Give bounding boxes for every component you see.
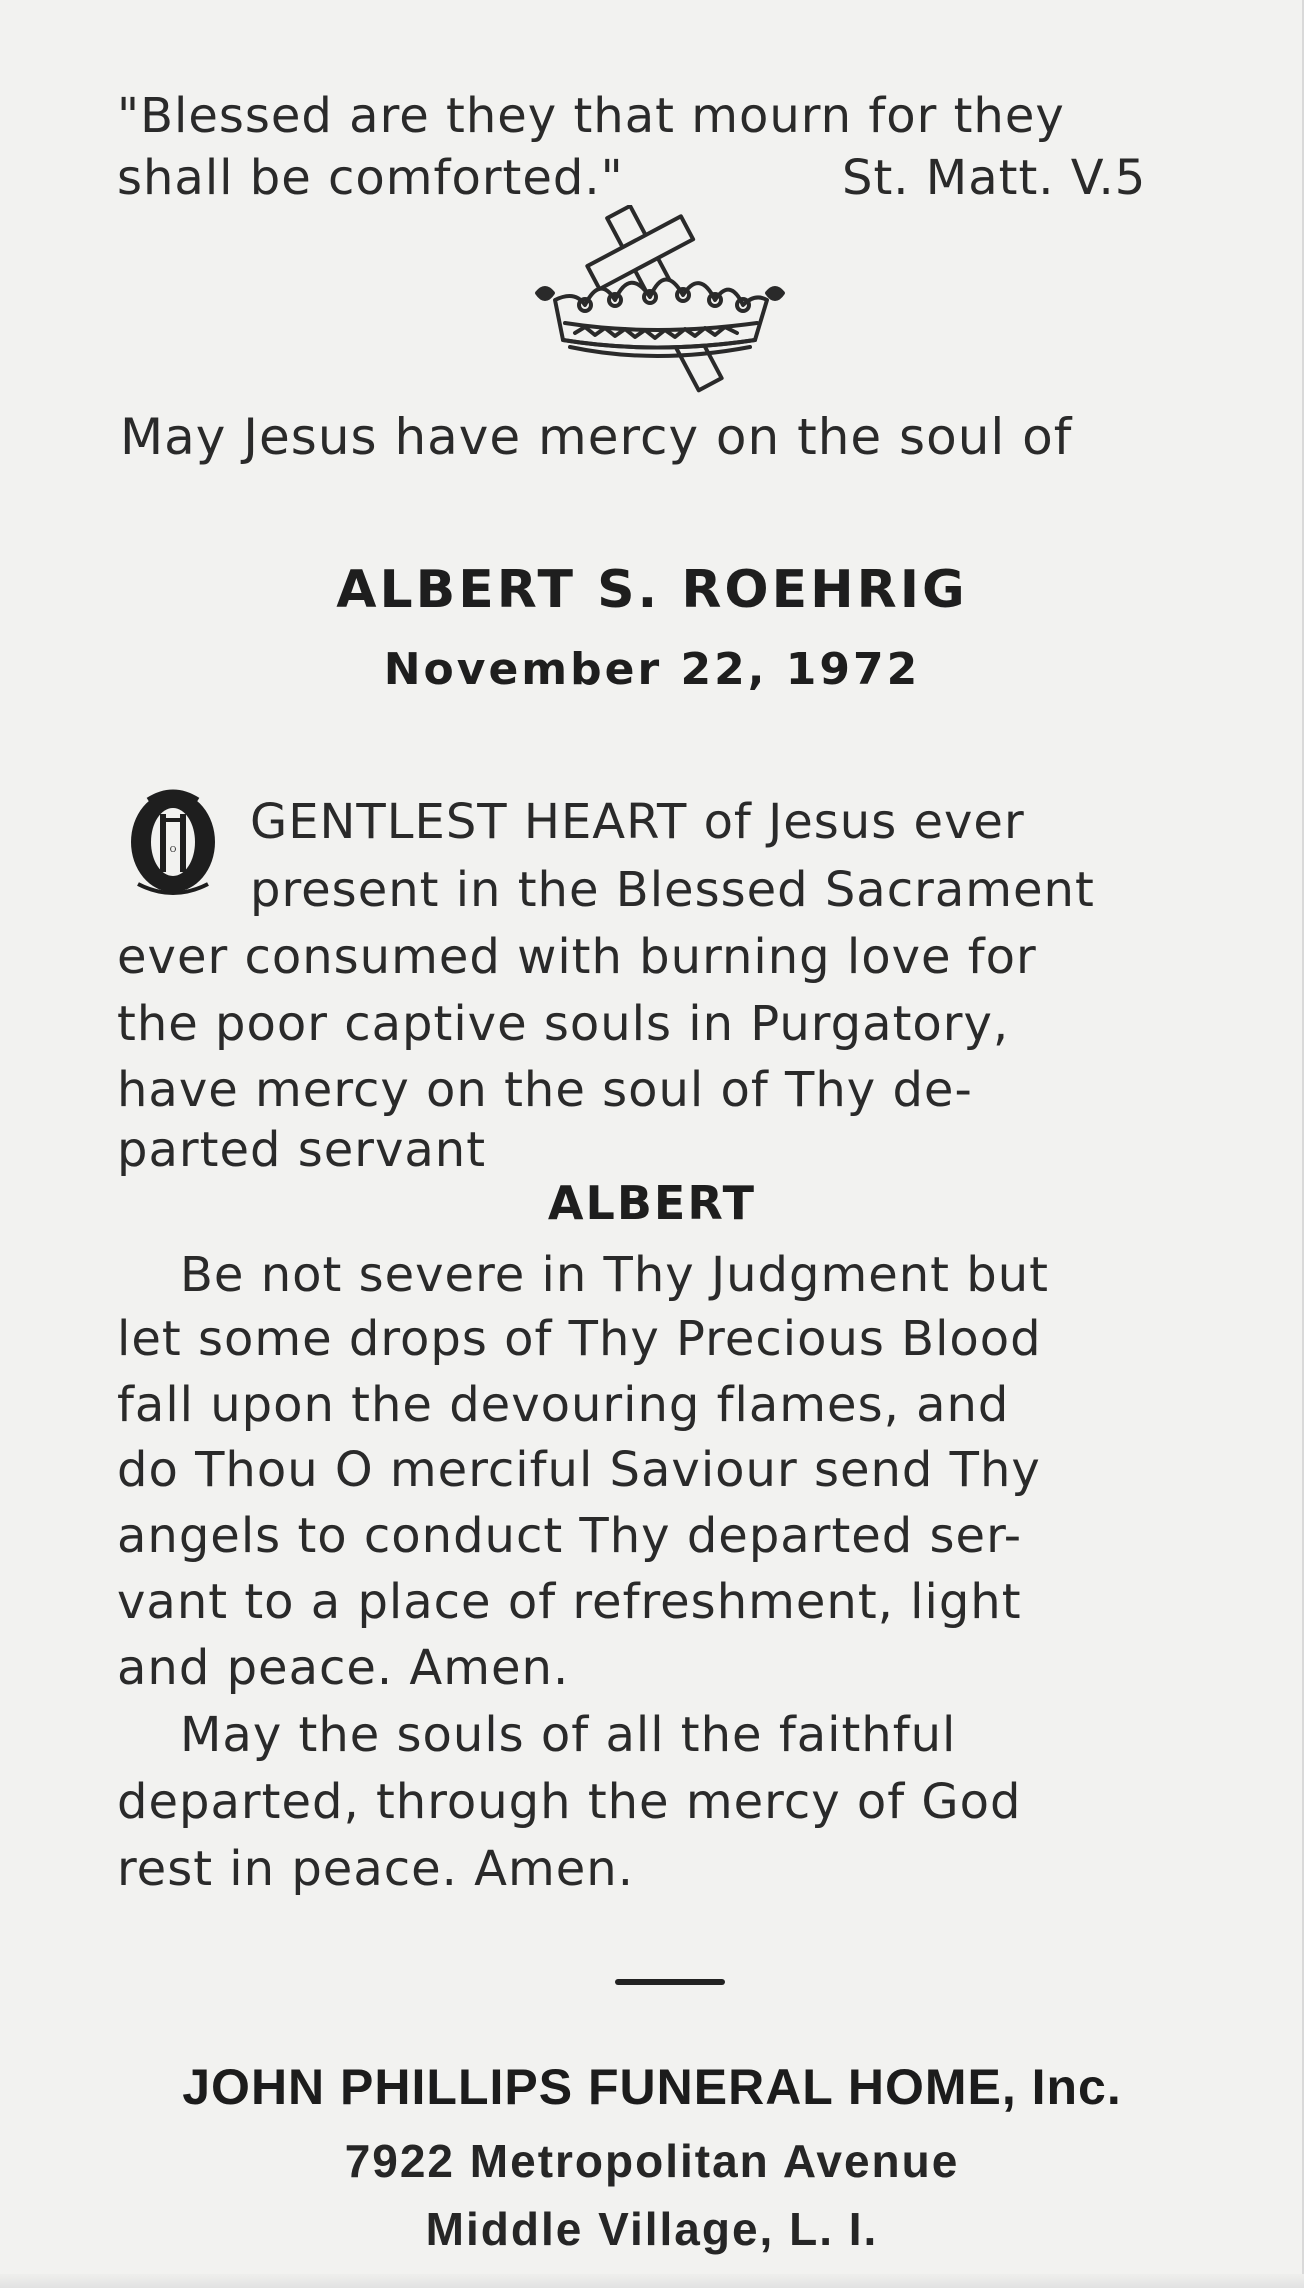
quote-line-1: "Blessed are they that mourn for they: [117, 88, 1065, 144]
prayer-line-4: the poor captive souls in Purgatory,: [117, 996, 1010, 1052]
quote-line-2: shall be comforted.": [117, 150, 624, 206]
death-date: November 22, 1972: [383, 644, 921, 695]
prayer-line-16: rest in peace. Amen.: [117, 1841, 634, 1897]
prayer-line-9: fall upon the devouring flames, and: [117, 1377, 1010, 1433]
dropcap-o: [118, 780, 228, 900]
prayer-line-11: angels to conduct Thy departed ser-: [117, 1508, 1023, 1564]
deceased-name: ALBERT S. ROEHRIG: [336, 560, 968, 620]
prayer-line-3: ever consumed with burning love for: [117, 929, 1037, 985]
deceased-block: [0, 550, 1304, 710]
prayer-line-15: departed, through the mercy of God: [117, 1774, 1022, 1830]
prayer-line-10: do Thou O merciful Saviour send Thy: [117, 1442, 1041, 1498]
prayer-line-14: May the souls of all the faithful: [180, 1707, 957, 1763]
funeral-home-name: JOHN PHILLIPS FUNERAL HOME, Inc.: [182, 2059, 1122, 2115]
quote-reference: St. Matt. V.5: [842, 150, 1147, 206]
funeral-home-city: Middle Village, L. I.: [425, 2203, 879, 2255]
prayer-line-7: Be not severe in Thy Judgment but: [180, 1247, 1049, 1303]
card-bottom-edge: [0, 2274, 1304, 2288]
prayer-line-2: present in the Blessed Sacrament: [250, 862, 1095, 918]
divider-rule: [615, 1979, 725, 1985]
prayer-line-6: parted servant: [117, 1122, 487, 1178]
prayer-line-12: vant to a place of refreshment, light: [117, 1574, 1022, 1630]
dropcap-letter: O: [169, 845, 177, 854]
crown-with-cross-icon: [515, 205, 795, 400]
mercy-line: May Jesus have mercy on the soul of: [120, 408, 1073, 466]
funeral-home-address: 7922 Metropolitan Avenue: [344, 2135, 960, 2187]
deceased-first-name: ALBERT: [547, 1176, 757, 1230]
prayer-line-13: and peace. Amen.: [117, 1640, 570, 1696]
prayer-line-1: GENTLEST HEART of Jesus ever: [250, 794, 1025, 850]
prayer-line-5: have mercy on the soul of Thy de-: [117, 1062, 973, 1118]
prayer-line-8: let some drops of Thy Precious Blood: [117, 1311, 1042, 1367]
